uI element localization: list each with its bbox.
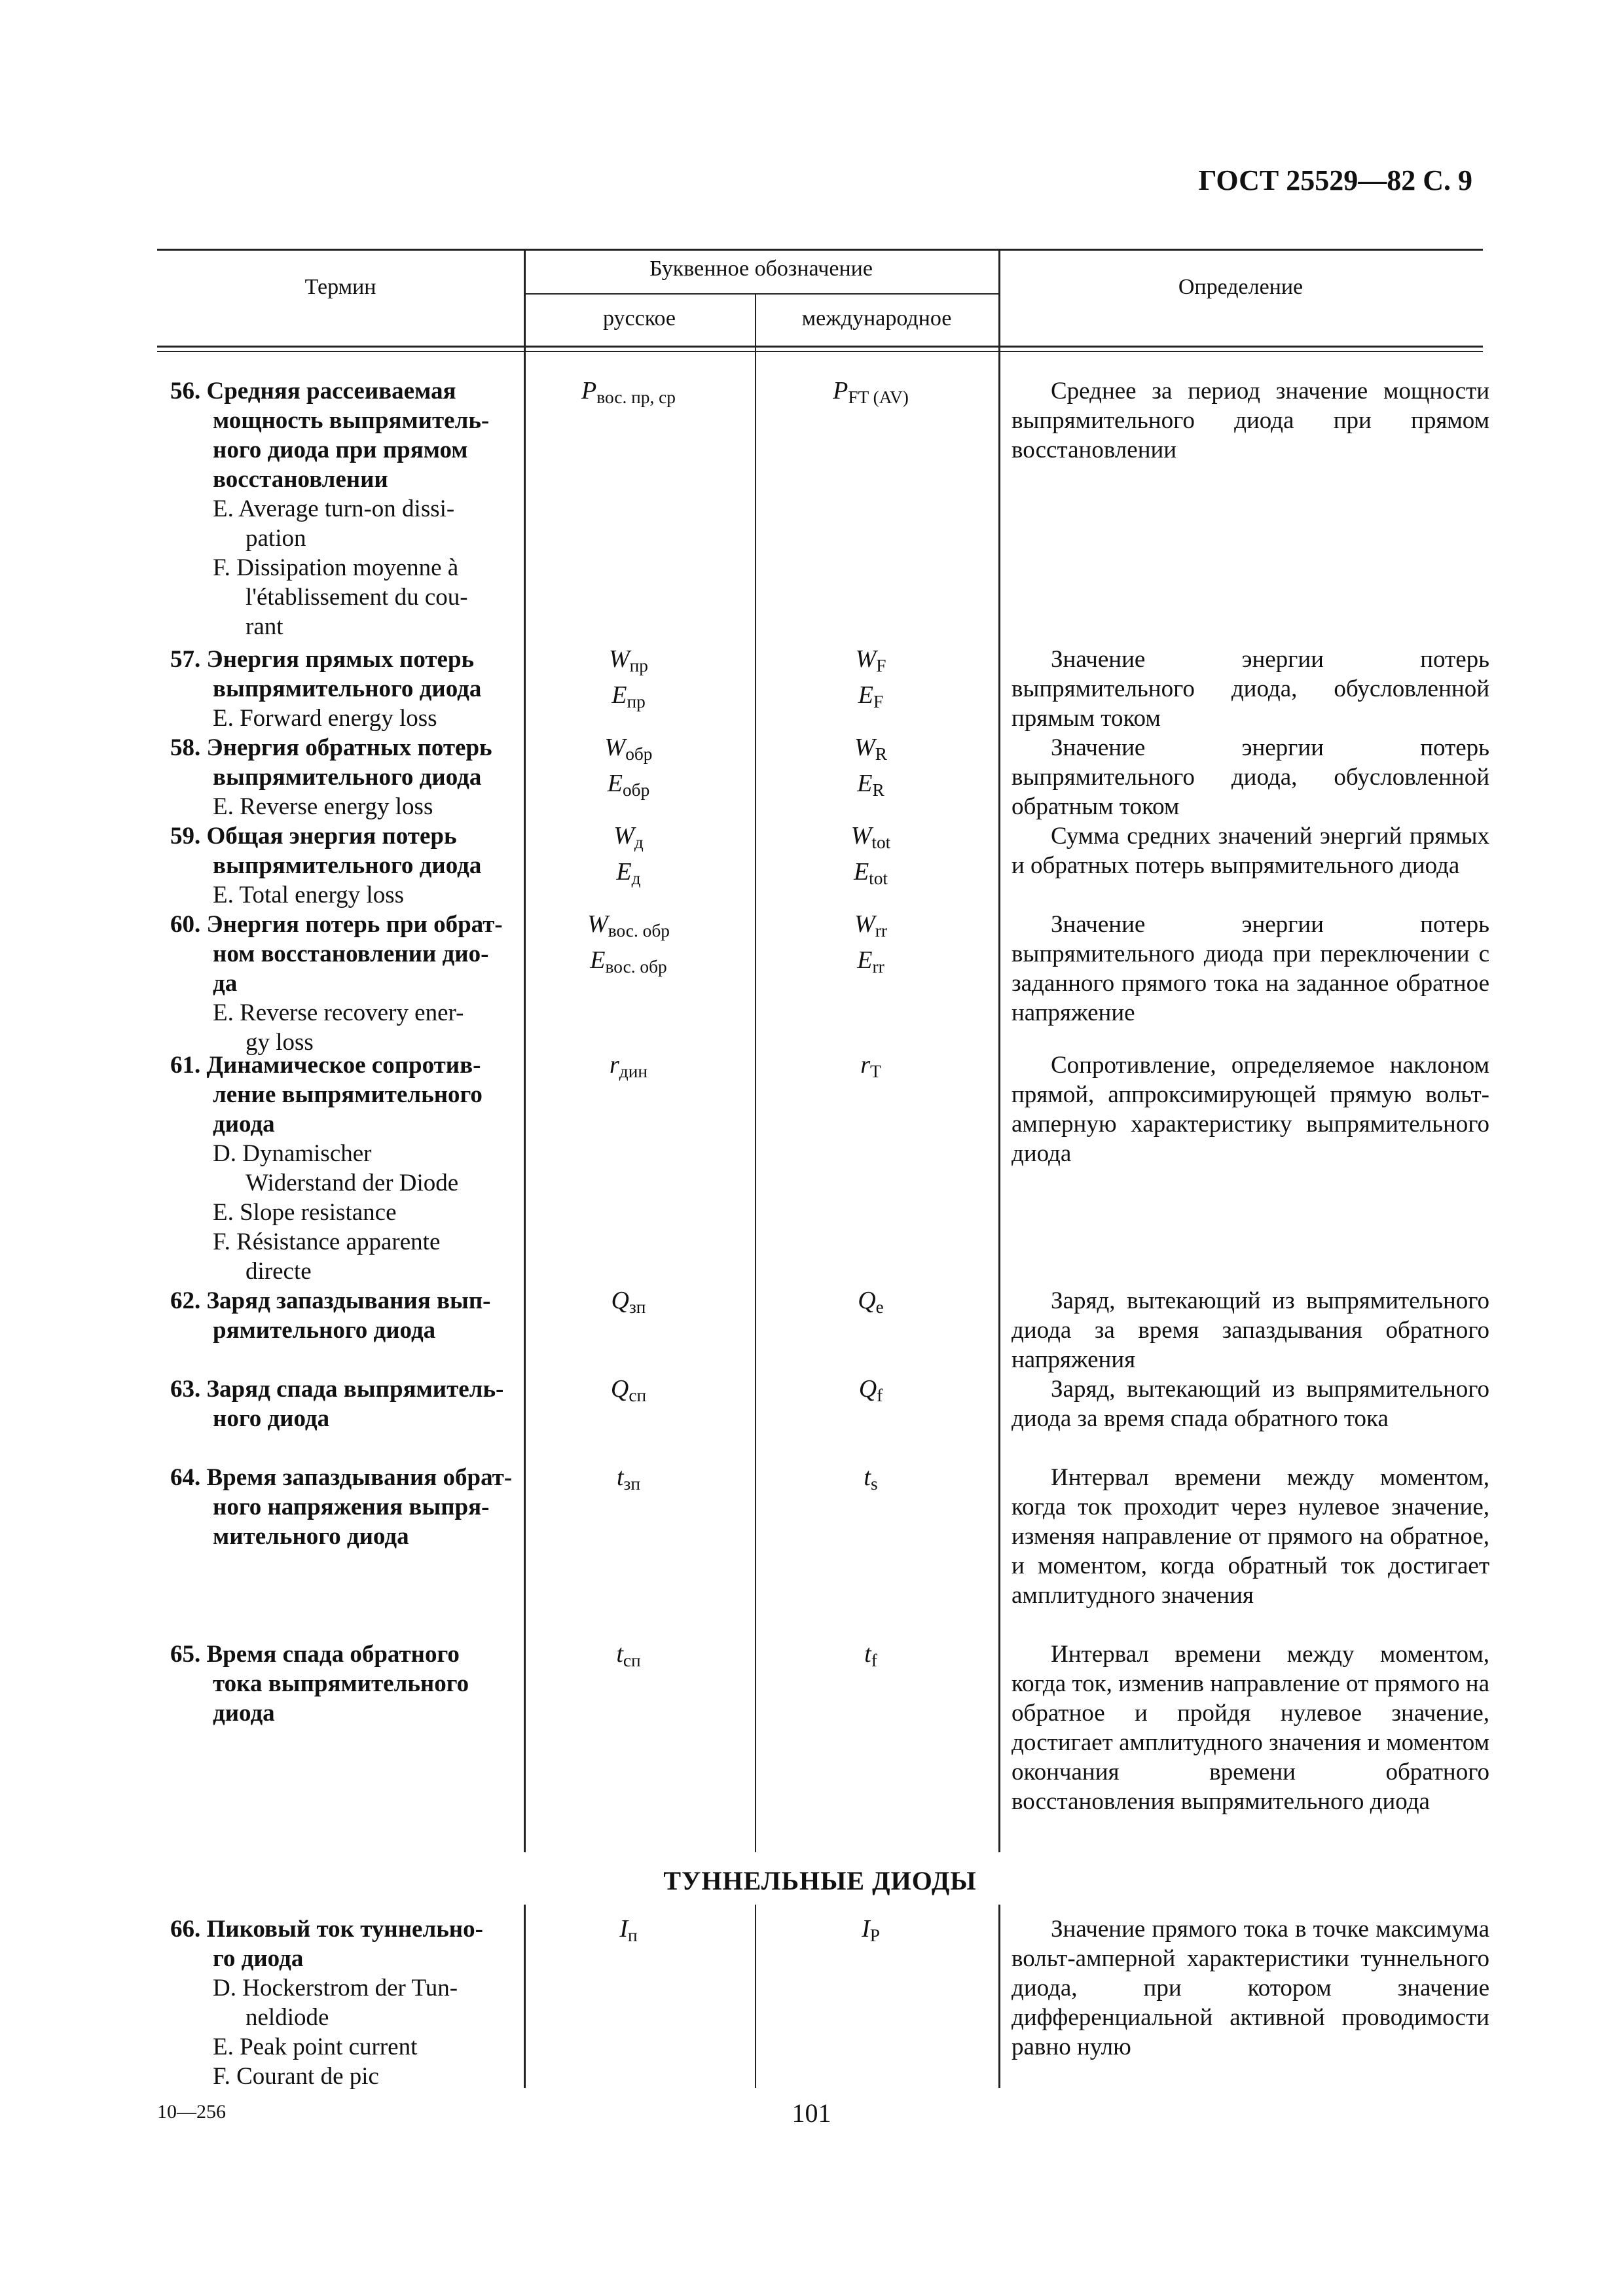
letter-symbol bbox=[753, 1050, 989, 1086]
letter-symbol bbox=[753, 821, 989, 857]
symbol-subscript: e bbox=[875, 1297, 884, 1317]
symbol-letter: t bbox=[616, 1640, 623, 1668]
intl-symbol-cell bbox=[753, 1914, 989, 1950]
term-line: 65. Время спада обратного bbox=[170, 1641, 460, 1668]
letter-symbol bbox=[524, 910, 733, 946]
letter-symbol bbox=[524, 1463, 733, 1499]
foreign-term-line: E. Slope resistance bbox=[213, 1199, 397, 1226]
intl-symbol-cell bbox=[753, 1640, 989, 1676]
term-line: диода bbox=[213, 1700, 275, 1727]
symbol-letter: t bbox=[864, 1640, 871, 1668]
definition-cell: Интервал времени между моментом, когда ток проходит через нулевое значение, изменяя направление от прямого на обратное, и моментом, когда обратный ток достигает амплитудного значения bbox=[1012, 1464, 1489, 1609]
letter-symbol bbox=[524, 821, 733, 857]
intl-symbol-cell bbox=[753, 645, 989, 717]
symbol-letter: r bbox=[860, 1051, 871, 1079]
symbol-subscript: п bbox=[628, 1925, 638, 1945]
foreign-term-line: F. Courant de pic bbox=[213, 2063, 379, 2090]
symbol-letter: Q bbox=[858, 1287, 876, 1314]
ru-symbol-cell bbox=[524, 910, 733, 982]
intl-symbol-cell bbox=[753, 821, 989, 893]
letter-symbol bbox=[753, 946, 989, 982]
foreign-term-line: neldiode bbox=[246, 2004, 329, 2031]
term-line: восстановлении bbox=[213, 466, 388, 493]
symbol-subscript: зп bbox=[623, 1473, 640, 1494]
symbol-subscript: обр bbox=[622, 780, 650, 800]
letter-symbol bbox=[524, 1286, 733, 1322]
term-line: диода bbox=[213, 1111, 275, 1138]
term-line: ного диода bbox=[213, 1405, 330, 1432]
header-definition: Определение bbox=[1178, 275, 1304, 299]
symbol-letter: r bbox=[609, 1051, 619, 1079]
symbol-letter: E bbox=[590, 946, 606, 974]
symbol-letter: W bbox=[854, 910, 875, 938]
symbol-subscript: tot bbox=[869, 868, 888, 888]
term-line: выпрямительного диода bbox=[213, 675, 482, 702]
header-ru: русское bbox=[602, 306, 676, 331]
definition-cell: Значение энергии потерь выпрямительного диода, обусловленной обратным током bbox=[1012, 734, 1489, 820]
foreign-term-line: E. Forward energy loss bbox=[213, 705, 437, 732]
symbol-subscript: T bbox=[870, 1061, 881, 1081]
symbol-subscript: s bbox=[870, 1473, 878, 1494]
letter-symbol bbox=[524, 1640, 733, 1676]
intl-symbol-cell bbox=[753, 910, 989, 982]
symbol-subscript: пр bbox=[629, 655, 648, 675]
term-line: ного диода при прямом bbox=[213, 437, 468, 463]
term-line: мощность выпрямитель- bbox=[213, 407, 490, 434]
symbol-letter: E bbox=[616, 857, 632, 886]
header-double-rule bbox=[157, 351, 1483, 352]
letter-symbol bbox=[524, 857, 733, 893]
term-line: 63. Заряд спада выпрямитель- bbox=[170, 1376, 504, 1403]
definition-cell: Интервал времени между моментом, когда ток, изменив направление от прямого на обратное и пройдя нулевое значение, достигает амплитудного значения и моментом окончания времени обратного восстановления выпрямительного диода bbox=[1012, 1641, 1490, 1815]
definition-cell: Заряд, вытекающий из выпрямительного диода за время спада обратного тока bbox=[1012, 1376, 1489, 1432]
intl-symbol-cell bbox=[753, 1463, 989, 1499]
foreign-term-line: pation bbox=[246, 525, 306, 552]
ru-symbol-cell bbox=[524, 1640, 733, 1676]
symbol-letter: E bbox=[857, 946, 873, 974]
foreign-term-line: D. Hockerstrom der Tun- bbox=[213, 1975, 458, 2001]
term-line: 56. Средняя рассеиваемая bbox=[170, 378, 456, 404]
letter-symbol bbox=[753, 645, 989, 681]
definition-cell: Сумма средних значений энергий прямых и обратных потерь выпрямительного диода bbox=[1012, 823, 1489, 879]
symbol-subscript: F bbox=[873, 691, 884, 711]
letter-symbol bbox=[753, 376, 989, 412]
symbol-letter: t bbox=[616, 1463, 624, 1491]
symbol-subscript: вос. пр, ср bbox=[596, 387, 676, 407]
symbol-subscript: сп bbox=[623, 1650, 641, 1670]
symbol-subscript: tot bbox=[871, 832, 891, 852]
symbol-letter: W bbox=[604, 734, 626, 761]
term-cell bbox=[170, 376, 668, 641]
letter-symbol bbox=[524, 946, 733, 982]
foreign-term-line: D. Dynamischer bbox=[213, 1140, 372, 1167]
symbol-letter: P bbox=[581, 377, 597, 404]
definition-cell: Значение энергии потерь выпрямительного диода, обусловленной прямым током bbox=[1012, 646, 1489, 732]
foreign-term-line: E. Reverse recovery ener- bbox=[213, 999, 464, 1026]
ru-symbol-cell bbox=[524, 1914, 733, 1950]
term-line: тока выпрямительного bbox=[213, 1670, 469, 1697]
letter-symbol bbox=[524, 1374, 733, 1410]
symbol-subscript: дин bbox=[619, 1061, 647, 1081]
symbol-subscript: сп bbox=[629, 1385, 647, 1405]
foreign-term-line: F. Résistance apparente bbox=[213, 1229, 441, 1255]
col-divider-3 bbox=[998, 249, 1000, 1852]
symbol-letter: I bbox=[862, 1915, 870, 1943]
symbol-letter: Q bbox=[611, 1287, 629, 1314]
intl-symbol-cell bbox=[753, 1050, 989, 1086]
term-line: го диода bbox=[213, 1945, 304, 1972]
symbol-letter: Q bbox=[858, 1375, 877, 1403]
letter-symbol bbox=[753, 769, 989, 805]
symbol-subscript: P bbox=[869, 1925, 880, 1945]
footer-code: 10—256 bbox=[157, 2101, 226, 2123]
term-line: 66. Пиковый ток туннельно- bbox=[170, 1916, 483, 1943]
symbol-letter: W bbox=[587, 910, 608, 938]
ru-symbol-cell bbox=[524, 645, 733, 717]
symbol-subscript: вос. обр bbox=[605, 956, 667, 977]
term-line: ление выпрямительного bbox=[213, 1081, 483, 1108]
definition-cell: Заряд, вытекающий из выпрямительного диода за время запаздывания обратного напряжения bbox=[1012, 1287, 1489, 1373]
letter-symbol bbox=[753, 1286, 989, 1322]
ru-symbol-cell bbox=[524, 1286, 733, 1322]
symbol-letter: W bbox=[855, 645, 877, 673]
ru-symbol-cell bbox=[524, 1463, 733, 1499]
symbol-letter: E bbox=[611, 681, 627, 709]
symbol-letter: W bbox=[613, 822, 634, 850]
letter-symbol bbox=[753, 681, 989, 717]
foreign-term-line: E. Average turn-on dissi- bbox=[213, 495, 455, 522]
symbol-subscript: д bbox=[631, 868, 641, 888]
intl-symbol-cell bbox=[753, 1286, 989, 1322]
letter-symbol bbox=[524, 1050, 733, 1086]
symbol-subscript: rr bbox=[872, 956, 884, 977]
foreign-term-line: directe bbox=[246, 1258, 312, 1285]
foreign-term-line: E. Reverse energy loss bbox=[213, 793, 433, 820]
symbol-letter: P bbox=[833, 377, 848, 404]
symbol-subscript: R bbox=[872, 780, 884, 800]
document-header: ГОСТ 25529—82 С. 9 bbox=[1198, 164, 1472, 196]
header-bottom-rule bbox=[157, 346, 1483, 348]
term-line: выпрямительного диода bbox=[213, 764, 482, 791]
term-line: 62. Заряд запаздывания вып- bbox=[170, 1287, 491, 1314]
definition-cell: Сопротивление, определяемое наклоном прямой, аппроксимирующей прямую вольт-амперную характеристику выпрямительного диода bbox=[1012, 1052, 1489, 1167]
foreign-term-line: F. Dissipation moyenne à bbox=[213, 554, 459, 581]
term-line: да bbox=[213, 970, 238, 997]
col-divider-3-lower bbox=[998, 1905, 1000, 2088]
letter-symbol bbox=[524, 1914, 733, 1950]
foreign-term-line: E. Total energy loss bbox=[213, 882, 405, 908]
foreign-term-line: rant bbox=[246, 613, 283, 640]
header-term: Термин bbox=[304, 275, 376, 299]
symbol-subscript: R bbox=[875, 744, 887, 764]
symbol-subscript: FT (AV) bbox=[848, 387, 909, 407]
symbol-subscript: пр bbox=[627, 691, 646, 711]
symbol-letter: E bbox=[858, 681, 873, 709]
ru-symbol-cell bbox=[524, 1050, 733, 1086]
letter-subheader-rule bbox=[524, 293, 998, 295]
symbol-letter: E bbox=[607, 769, 623, 797]
letter-symbol bbox=[524, 645, 733, 681]
letter-symbol bbox=[753, 1374, 989, 1410]
letter-symbol bbox=[753, 1914, 989, 1950]
letter-symbol bbox=[524, 769, 733, 805]
term-line: 58. Энергия обратных потерь bbox=[170, 734, 492, 761]
intl-symbol-cell bbox=[753, 1374, 989, 1410]
header-intl: международное bbox=[801, 306, 952, 331]
symbol-letter: W bbox=[609, 645, 630, 673]
letter-symbol bbox=[524, 681, 733, 717]
definition-cell: Значение энергии потерь выпрямительного диода при переключении с заданного прямого тока на заданное обратное напряжение bbox=[1012, 911, 1489, 1026]
letter-symbol bbox=[524, 376, 733, 412]
ru-symbol-cell bbox=[524, 733, 733, 805]
symbol-letter: Q bbox=[610, 1375, 629, 1403]
term-line: 59. Общая энергия потерь bbox=[170, 823, 457, 850]
symbol-subscript: зп bbox=[629, 1297, 646, 1317]
definition-cell: Среднее за период значение мощности выпрямительного диода при прямом восстановлении bbox=[1012, 378, 1489, 463]
term-line: выпрямительного диода bbox=[213, 852, 482, 879]
term-line: 57. Энергия прямых потерь bbox=[170, 646, 475, 673]
letter-symbol bbox=[753, 857, 989, 893]
term-line: 61. Динамическое сопротив- bbox=[170, 1052, 481, 1079]
ru-symbol-cell bbox=[524, 376, 733, 412]
foreign-term-line: l'établissement du cou- bbox=[246, 584, 468, 611]
ru-symbol-cell bbox=[524, 821, 733, 893]
symbol-letter: W bbox=[850, 822, 872, 850]
symbol-subscript: rr bbox=[875, 920, 887, 941]
symbol-subscript: обр bbox=[625, 744, 653, 764]
letter-symbol bbox=[753, 1463, 989, 1499]
foreign-term-line: Widerstand der Diode bbox=[246, 1170, 459, 1196]
symbol-letter: t bbox=[864, 1463, 871, 1491]
foreign-term-line: gy loss bbox=[246, 1029, 314, 1056]
symbol-letter: E bbox=[857, 769, 873, 797]
letter-symbol bbox=[753, 910, 989, 946]
symbol-subscript: вос. обр bbox=[608, 920, 670, 941]
term-line: рямительного диода bbox=[213, 1317, 436, 1344]
ru-symbol-cell bbox=[524, 1374, 733, 1410]
term-line: ного напряжения выпря- bbox=[213, 1494, 490, 1520]
header-letter: Буквенное обозначение bbox=[649, 257, 873, 281]
symbol-letter: W bbox=[854, 734, 875, 761]
page-number: 101 bbox=[792, 2098, 831, 2128]
letter-symbol bbox=[753, 733, 989, 769]
symbol-letter: E bbox=[853, 857, 869, 886]
letter-symbol bbox=[524, 733, 733, 769]
foreign-term-line: E. Peak point current bbox=[213, 2034, 418, 2060]
symbol-subscript: f bbox=[877, 1385, 883, 1405]
symbol-letter: I bbox=[619, 1915, 628, 1943]
letter-symbol bbox=[753, 1640, 989, 1676]
intl-symbol-cell bbox=[753, 376, 989, 412]
terms-table bbox=[157, 249, 1490, 2114]
intl-symbol-cell bbox=[753, 733, 989, 805]
symbol-subscript: д bbox=[634, 832, 644, 852]
symbol-subscript: F bbox=[876, 655, 886, 675]
table-top-rule bbox=[157, 249, 1483, 251]
term-line: мительного диода bbox=[213, 1523, 409, 1550]
term-line: ном восстановлении дио- bbox=[213, 941, 489, 967]
term-line: 64. Время запаздывания обрат- bbox=[170, 1464, 513, 1491]
definition-cell: Значение прямого тока в точке максимума вольт-амперной характеристики туннельного диода, при котором значение дифференциальной активной проводимости равно нулю bbox=[1012, 1916, 1489, 2060]
term-line: 60. Энергия потерь при обрат- bbox=[170, 911, 503, 938]
section-title: ТУННЕЛЬНЫЕ ДИОДЫ bbox=[663, 1866, 977, 1895]
symbol-subscript: f bbox=[871, 1650, 877, 1670]
